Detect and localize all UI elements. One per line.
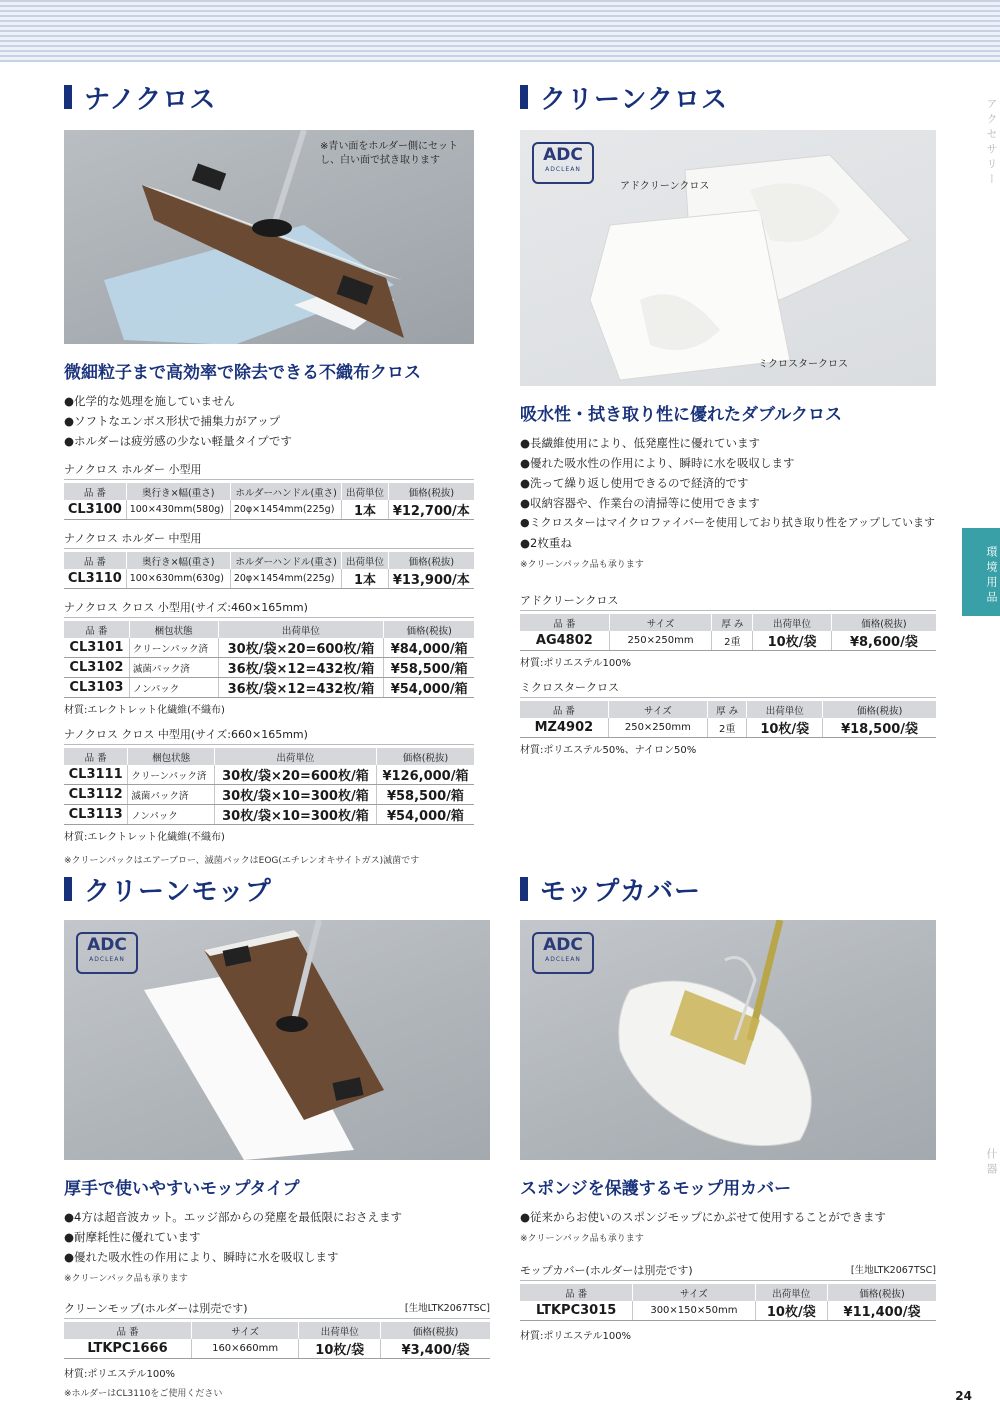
table-title: ナノクロス ホルダー 小型用 — [64, 461, 474, 480]
cleancloth-title: クリーンクロス — [540, 84, 728, 115]
col-header: サイズ — [633, 1284, 755, 1301]
unit-cell: 30枚/袋×20=600枚/箱 — [214, 765, 376, 785]
nanocloth-footnote: ※クリーンパックはエアーブロー、滅菌パックはEOG(エチレンオキサイトガス)滅菌です — [64, 856, 420, 866]
spec-table-cl3110 — [64, 552, 474, 589]
spec-table-small-cloth — [64, 621, 474, 698]
col-header: 奥行き×幅(重さ) — [126, 483, 230, 500]
col-header: 出荷単位 — [342, 552, 388, 569]
col-header: 価格(税抜) — [384, 621, 474, 638]
unit-cell: 1本 — [342, 569, 388, 589]
product-code: CL3113 — [64, 805, 128, 825]
col-header: 品 番 — [520, 701, 608, 718]
table-title: ミクロスタークロス — [520, 679, 936, 698]
col-header: 梱包状態 — [129, 621, 218, 638]
size-cell: 250×250mm — [608, 718, 707, 738]
dimension-cell: 100×630mm(630g) — [126, 569, 230, 589]
product-code: CL3111 — [64, 765, 128, 785]
logo-subtext: ADCLEAN — [545, 166, 581, 173]
logo-text: ADC — [87, 935, 127, 955]
price-cell: ¥54,000/箱 — [376, 805, 474, 825]
section-title — [64, 872, 490, 906]
table-title: ナノクロス クロス 中型用(サイズ:660×165mm) — [64, 726, 474, 745]
col-header: ホルダーハンドル(重さ) — [230, 483, 342, 500]
table-row — [64, 785, 474, 805]
product-code: CL3102 — [64, 658, 129, 678]
table-row — [64, 765, 474, 785]
section-title — [520, 872, 936, 906]
col-header: 品 番 — [64, 552, 126, 569]
table-title: アドクリーンクロス — [520, 592, 936, 611]
cleanpack-note: ※クリーンパック品も承ります — [520, 1234, 644, 1244]
price-cell: ¥58,500/箱 — [384, 658, 474, 678]
spec-table-cl3100 — [64, 483, 474, 520]
label-adclean-cloth: アドクリーンクロス — [620, 181, 710, 192]
material-note: 材質:エレクトレット化繊維(不織布) — [64, 832, 225, 843]
pack-cell: クリーンパック済 — [129, 638, 218, 658]
price-cell: ¥54,000/箱 — [384, 678, 474, 698]
unit-cell: 30枚/袋×10=300枚/箱 — [214, 785, 376, 805]
bullet-item: ●従来からお使いのスポンジモップにかぶせて使用することができます — [520, 1210, 886, 1224]
bullet-item: ●4方は超音波カット。エッジ部からの発塵を最低限におさえます — [64, 1210, 402, 1224]
col-header: 出荷単位 — [299, 1322, 381, 1339]
product-code: AG4802 — [520, 631, 609, 651]
cleancloth-photo — [520, 130, 936, 386]
col-header: 梱包状態 — [128, 748, 215, 765]
bullet-item: ●優れた吸水性の作用により、瞬時に水を吸収します — [520, 456, 795, 470]
table-row — [64, 1339, 490, 1359]
nanocloth-caption: ※青い面をホルダー側にセットし、白い面で拭き取ります — [320, 141, 458, 166]
material-note: 材質:ポリエステル100% — [520, 1331, 632, 1342]
table-row — [64, 569, 474, 589]
bullet-item: ●ソフトなエンボス形状で捕集力がアップ — [64, 414, 281, 428]
cleancloth-subtitle: 吸水性・拭き取り性に優れたダブルクロス — [520, 405, 842, 425]
cleanmop-footnote: ※ホルダーはCL3110をご使用ください — [64, 1389, 223, 1399]
side-tab-accessory: アクセサリー — [985, 98, 998, 188]
col-header: 出荷単位 — [218, 621, 384, 638]
pack-cell: 滅菌パック済 — [128, 785, 215, 805]
title-bar-mark — [520, 85, 528, 109]
logo-text: ADC — [543, 935, 583, 955]
table-row — [64, 500, 474, 520]
col-header: 価格(税抜) — [388, 552, 474, 569]
spec-table-mz4902 — [520, 701, 936, 738]
nanocloth-bullets — [64, 391, 474, 451]
col-header: 品 番 — [64, 748, 128, 765]
bullet-item: ●ホルダーは疲労感の少ない軽量タイプです — [64, 434, 292, 448]
mopcover-subtitle: スポンジを保護するモップ用カバー — [520, 1179, 792, 1199]
pack-cell: 滅菌パック済 — [129, 658, 218, 678]
material-note: 材質:ポリエステル50%、ナイロン50% — [520, 745, 697, 756]
col-header: 価格(税抜) — [828, 1284, 936, 1301]
col-header: サイズ — [609, 614, 712, 631]
bullet-item: ●2枚重ね — [520, 536, 572, 550]
cleanmop-photo — [64, 920, 490, 1160]
logo-subtext: ADCLEAN — [89, 956, 125, 963]
col-header: 厚 み — [712, 614, 753, 631]
product-code: CL3103 — [64, 678, 129, 698]
table-title: モップカバー(ホルダーは別売です) [生地LTK2067TSC] — [520, 1262, 936, 1281]
dimension-cell: 100×430mm(580g) — [126, 500, 230, 520]
table-row — [64, 638, 474, 658]
side-tab-environment: 環境用品 — [962, 528, 1000, 616]
col-header: 奥行き×幅(重さ) — [126, 552, 230, 569]
col-header: 出荷単位 — [753, 614, 832, 631]
product-code: CL3112 — [64, 785, 128, 805]
col-header: 出荷単位 — [747, 701, 823, 718]
section-mopcover — [520, 872, 936, 1342]
adc-logo — [76, 932, 138, 974]
unit-cell: 10枚/袋 — [753, 631, 832, 651]
nanocloth-photo — [64, 130, 474, 344]
table-row — [64, 678, 474, 698]
logo-subtext: ADCLEAN — [545, 956, 581, 963]
spec-table-ltkpc3015 — [520, 1284, 936, 1321]
title-bar-mark — [64, 85, 72, 109]
col-header: 品 番 — [520, 614, 609, 631]
price-cell: ¥18,500/袋 — [823, 718, 936, 738]
price-cell: ¥3,400/袋 — [381, 1339, 490, 1359]
col-header: 厚 み — [707, 701, 746, 718]
size-cell: 300×150×50mm — [633, 1301, 755, 1321]
col-header: 価格(税抜) — [823, 701, 936, 718]
col-header: 価格(税抜) — [388, 483, 474, 500]
cleanpack-note: ※クリーンパック品も承ります — [64, 1274, 188, 1284]
cleanpack-note: ※クリーンパック品も承ります — [520, 560, 644, 570]
col-header: サイズ — [191, 1322, 298, 1339]
material-note: 材質:ポリエステル100% — [520, 658, 632, 669]
unit-cell: 30枚/袋×10=300枚/箱 — [214, 805, 376, 825]
bullet-item: ●化学的な処理を施していません — [64, 394, 236, 408]
adc-logo — [532, 932, 594, 974]
unit-cell: 1本 — [342, 500, 388, 520]
spec-table-ltkpc1666 — [64, 1322, 490, 1359]
bullet-item: ●ミクロスターはマイクロファイバーを使用しており拭き取り性をアップしています — [520, 516, 935, 529]
col-header: 品 番 — [520, 1284, 633, 1301]
col-header: サイズ — [608, 701, 707, 718]
handle-cell: 20φ×1454mm(225g) — [230, 569, 342, 589]
col-header: 出荷単位 — [342, 483, 388, 500]
table-row — [520, 1301, 936, 1321]
section-nanocloth — [64, 80, 474, 866]
unit-cell: 10枚/袋 — [299, 1339, 381, 1359]
product-code: CL3101 — [64, 638, 129, 658]
table-row — [520, 631, 936, 651]
col-header: ホルダーハンドル(重さ) — [230, 552, 342, 569]
spec-table-ag4802 — [520, 614, 936, 651]
price-cell: ¥13,900/本 — [388, 569, 474, 589]
unit-cell: 30枚/袋×20=600枚/箱 — [218, 638, 384, 658]
nanocloth-subtitle: 微細粒子まで高効率で除去できる不織布クロス — [64, 363, 421, 383]
mopcover-bullets — [520, 1207, 936, 1227]
bullet-item: ●長繊維使用により、低発塵性に優れています — [520, 436, 761, 450]
product-code: LTKPC3015 — [520, 1301, 633, 1321]
cleancloth-bullets — [520, 433, 936, 553]
material-note: 材質:エレクトレット化繊維(不織布) — [64, 705, 225, 716]
pack-cell: クリーンパック済 — [128, 765, 215, 785]
section-cleanmop — [64, 872, 490, 1399]
spec-table-medium-cloth — [64, 748, 474, 825]
unit-cell: 10枚/袋 — [755, 1301, 828, 1321]
unit-cell: 36枚/袋×12=432枚/箱 — [218, 658, 384, 678]
price-cell: ¥11,400/袋 — [828, 1301, 936, 1321]
col-header: 価格(税抜) — [381, 1322, 490, 1339]
section-cleancloth — [520, 80, 936, 756]
title-bar-mark — [64, 877, 72, 901]
mopcover-photo — [520, 920, 936, 1160]
col-header: 価格(税抜) — [376, 748, 474, 765]
bullet-item: ●耐摩耗性に優れています — [64, 1230, 201, 1244]
col-header: 品 番 — [64, 1322, 191, 1339]
table-title: ナノクロス クロス 小型用(サイズ:460×165mm) — [64, 599, 474, 618]
mopcover-title: モップカバー — [540, 876, 701, 907]
unit-cell: 36枚/袋×12=432枚/箱 — [218, 678, 384, 698]
table-title: クリーンモップ(ホルダーは別売です) [生地LTK2067TSC] — [64, 1300, 490, 1319]
col-header: 出荷単位 — [755, 1284, 828, 1301]
adc-logo — [532, 142, 594, 184]
title-bar-mark — [520, 877, 528, 901]
unit-cell: 10枚/袋 — [747, 718, 823, 738]
table-row — [520, 718, 936, 738]
cleanmop-bullets — [64, 1207, 490, 1267]
col-header: 出荷単位 — [214, 748, 376, 765]
size-cell: 250×250mm — [609, 631, 712, 651]
col-header: 品 番 — [64, 483, 126, 500]
page-number: 24 — [955, 1389, 972, 1403]
table-title: ナノクロス ホルダー 中型用 — [64, 530, 474, 549]
pack-cell: ノンパック — [128, 805, 215, 825]
side-tab-fixture: 什器 — [985, 1148, 998, 1178]
product-code: CL3100 — [64, 500, 126, 520]
price-cell: ¥84,000/箱 — [384, 638, 474, 658]
col-header: 品 番 — [64, 621, 129, 638]
pack-cell: ノンパック — [129, 678, 218, 698]
thickness-cell: 2重 — [707, 718, 746, 738]
section-title — [64, 80, 474, 114]
col-header: 価格(税抜) — [831, 614, 936, 631]
bullet-item: ●洗って繰り返し使用できるので経済的です — [520, 476, 749, 490]
price-cell: ¥8,600/袋 — [831, 631, 936, 651]
price-cell: ¥58,500/箱 — [376, 785, 474, 805]
thickness-cell: 2重 — [712, 631, 753, 651]
bullet-item: ●優れた吸水性の作用により、瞬時に水を吸収します — [64, 1250, 339, 1264]
product-code: MZ4902 — [520, 718, 608, 738]
product-code: LTKPC1666 — [64, 1339, 191, 1359]
cleanmop-title: クリーンモップ — [84, 876, 272, 907]
cleanmop-subtitle: 厚手で使いやすいモップタイプ — [64, 1179, 300, 1199]
material-note: 材質:ポリエステル100% — [64, 1369, 176, 1380]
product-code: CL3110 — [64, 569, 126, 589]
bullet-item: ●収納容器や、作業台の清掃等に使用できます — [520, 496, 760, 510]
price-cell: ¥12,700/本 — [388, 500, 474, 520]
price-cell: ¥126,000/箱 — [376, 765, 474, 785]
logo-text: ADC — [543, 145, 583, 165]
table-row — [64, 805, 474, 825]
header-stripe — [0, 0, 1000, 62]
table-row — [64, 658, 474, 678]
label-microstar-cloth: ミクロスタークロス — [758, 359, 848, 370]
handle-cell: 20φ×1454mm(225g) — [230, 500, 342, 520]
size-cell: 160×660mm — [191, 1339, 298, 1359]
section-title — [520, 80, 936, 114]
nanocloth-title: ナノクロス — [84, 84, 217, 115]
